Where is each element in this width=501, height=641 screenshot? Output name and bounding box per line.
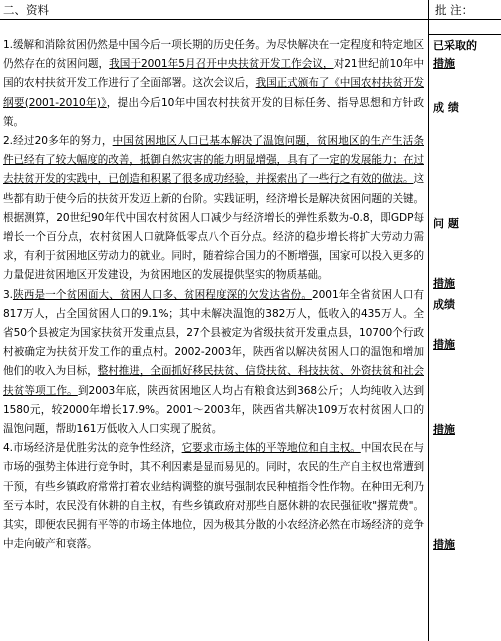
underlined-text: 它要求市场主体的平等地位和自主权。 — [181, 442, 361, 455]
side-note: 措施 — [433, 57, 455, 70]
paragraph-text: 2.经过20多年的努力， — [3, 135, 113, 148]
paragraph-text: 4.市场经济是优胜劣汰的竞争性经济， — [3, 442, 182, 455]
paragraph-4 — [3, 439, 424, 554]
paragraph-3 — [3, 286, 424, 440]
side-note: 措施 — [433, 423, 455, 436]
paragraph-text: 中国农民在与市场的强势主体进行竞争时，其不利因素是显而易见的。同时，农民的生产自主权也常遭到干预，有些乡镇政府常常打着农业结构调整的旗号强制农民种植指令性作物。在种田无利乃至亏本时，农民没有休耕的自主权，有些乡镇政府对那些自愿休耕的农民强征收"撂荒费"。其实，即便农民拥有平等的市场主体地位，因为极其分散的小农经济必然在市场经济的竞争中走向破产和衰落。 — [3, 442, 424, 551]
notes-divider — [429, 34, 501, 35]
paragraph-text: 3. — [3, 288, 13, 301]
underlined-text: 陕西是一个贫困面大、贫困人口多、贫困程度深的欠发达省份。 — [12, 288, 313, 301]
paragraph-text: 这些都有助于使今后的扶贫开发迈上新的台阶。实践证明，经济增长是解决贫困问题的关键。根据测算，20世纪90年代中国农村贫困人口减少与经济增长的弹性系数为-0.8，即GDP每增长一个百分点，农村贫困人口就降低零点八个百分点。经济的稳步增长将扩大劳动力需求，有利于贫困地区劳动力的就业。同时，随着综合国力的不断增强，国家可以投入更多的力量促进贫困地区开发建设，为贫困地区的发展提供坚实的物质基础。 — [3, 173, 424, 282]
side-note: 问 题 — [433, 217, 459, 230]
side-note: 措施 — [433, 277, 455, 290]
paragraph-text: ，提出今后10年中国农村扶贫开发的目标任务、指导思想和方针政策。 — [3, 96, 424, 128]
underlined-text: 整村推进，全面抓好移民扶贫、信贷扶贫、科技扶贫、外资扶贫和社会扶贫等项工作。 — [3, 365, 424, 397]
material-body — [0, 20, 428, 554]
underlined-text: 我国正式颁布了《中国农村扶贫开发纲要(2001-2010年)》 — [3, 77, 424, 109]
paragraph-text: 2001年全省贫困人口有817万人，占全国贫困人口的9.1%；其中未解决温饱的382万人，低收入的435万人。全省50个县被定为国家扶贫开发重点县，27个县被定为省级扶贫开发重点县，10700个行政村被确定为扶贫开发工作的重点村。2002-2003年，陕西省以解决贫困人口的温饱和增加他们的收入为目标， — [3, 288, 424, 378]
side-note: 成 绩 — [433, 101, 459, 114]
underlined-text: 中国贫困地区人口已基本解决了温饱问题，贫困地区的生产生活条件已经有了较大幅度的改善，抵御自然灾害的能力明显增强，具有了一定的发展能力；在过去扶贫开发的实践中，已创造和积累了很多成功经验，并探索出了一些行之有效的做法。 — [3, 135, 424, 186]
side-note: 措施 — [433, 538, 455, 551]
section-title: 二、资料 — [0, 0, 428, 20]
side-note: 成绩 — [433, 298, 455, 311]
underlined-text: 我国于2001年5月召开中央扶贫开发工作会议， — [109, 58, 334, 71]
paragraph-text: 1.缓解和消除贫困仍然是中国今后一项长期的历史任务。为尽快解决在一定程度和特定地区仍然存在的贫困问题， — [3, 39, 424, 71]
paragraph-text: 到2003年底，陕西贫困地区人均占有粮食达到368公斤；人均纯收入达到1580元，较2000年增长17.9%。2001～2003年，陕西省共解决109万农村贫困人口的温饱问题，帮助161万低收入人口实现了脱贫。 — [3, 384, 424, 436]
side-note: 已采取的 — [433, 39, 477, 52]
paragraph-2 — [3, 132, 424, 286]
notes-column — [429, 0, 501, 641]
side-note: 措施 — [433, 338, 455, 351]
notes-title: 批 注： — [429, 0, 501, 20]
paragraph-text: 对21世纪前10年中国的农村扶贫开发工作进行了全面部署。这次会议后， — [3, 58, 425, 90]
paragraph-1 — [3, 36, 424, 132]
